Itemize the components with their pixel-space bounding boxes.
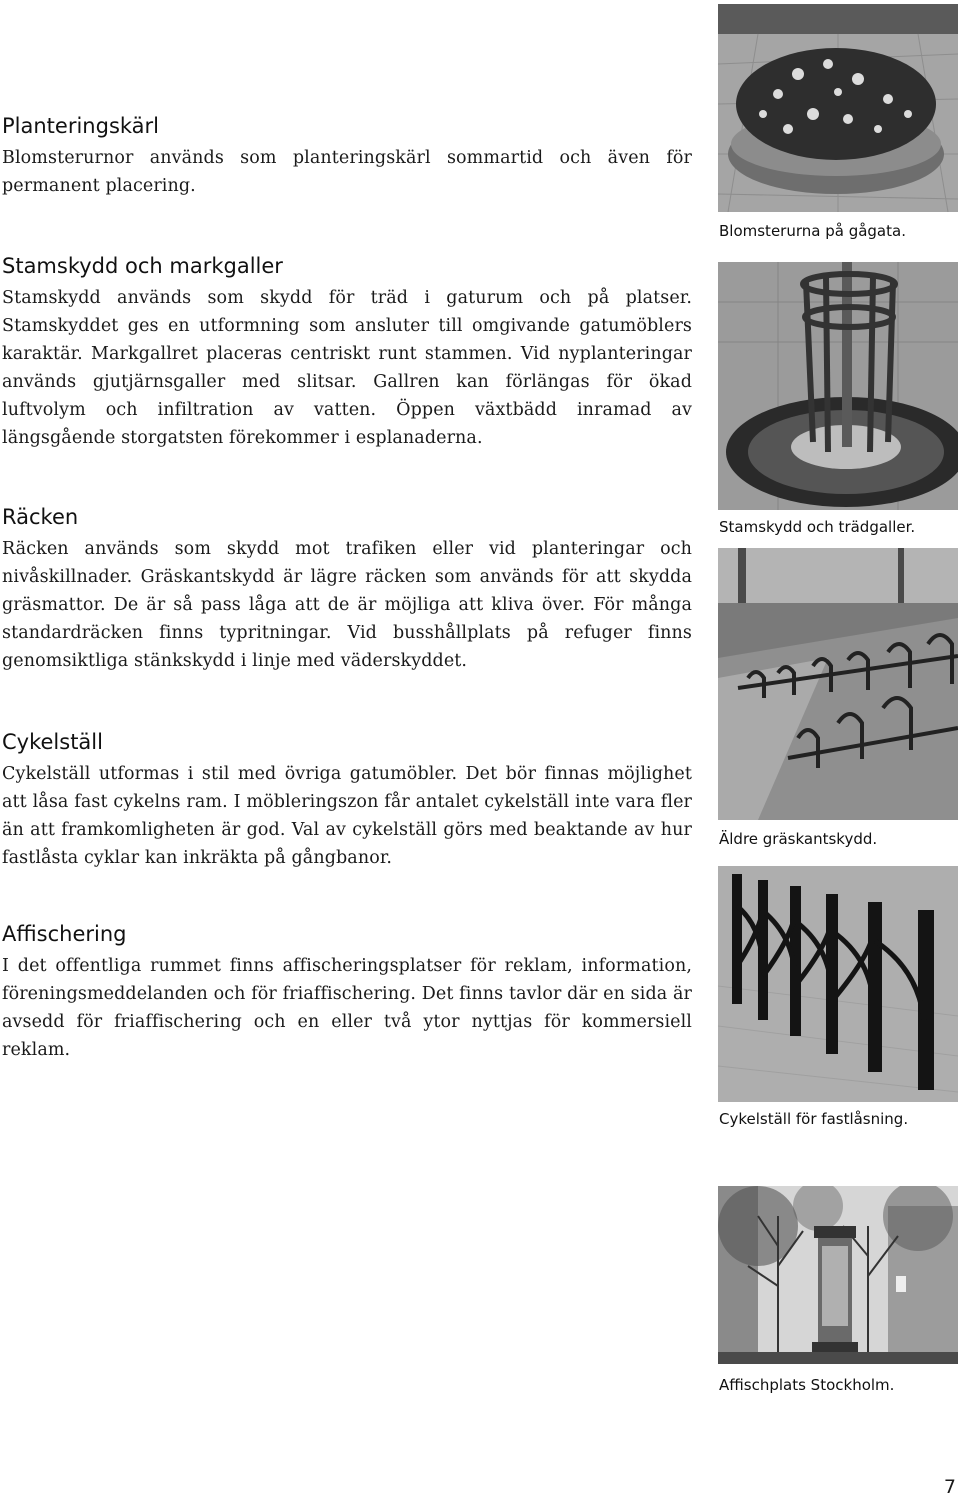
- photo-grass-edge-fence: [718, 548, 958, 820]
- photo-bicycle-stands: [718, 866, 958, 1102]
- photo-caption: Cykelställ för fastlåsning.: [719, 1110, 909, 1128]
- photo-caption: Äldre gräskantskydd.: [719, 830, 878, 848]
- photo-caption: Affischplats Stockholm.: [719, 1376, 895, 1394]
- section-heading: Affischering: [2, 922, 127, 946]
- section-body: Räcken används som skydd mot trafiken eller vid planteringar och nivåskillnader. Gräskantskydd är lägre räcken som används för att skydda gräsmattor. De är så pass låga att de är möjliga att kliva över. För många standardräcken finns typritningar. Vid busshållplats på refuger finns genomsiktliga stänkskydd i linje med väderskyddet.: [2, 539, 692, 671]
- photo-caption: Stamskydd och trädgaller.: [719, 518, 916, 536]
- page-number: 7: [943, 1476, 956, 1498]
- photo-tree-guard: [718, 262, 958, 510]
- section-body: Cykelställ utformas i stil med övriga gatumöbler. Det bör finnas möjlighet att låsa fast cykelns ram. I möbleringszon får antalet cykelställ inte vara fler än att framkomligheten är god. Val av cykelställ görs med beaktande av hur fastlåsta cyklar kan inkräkta på gångbanor.: [2, 764, 692, 868]
- section-body: Blomsterurnor används som planteringskärl sommartid och även för permanent placering.: [2, 148, 692, 196]
- section-heading: Planteringskärl: [2, 114, 160, 138]
- section-body: I det offentliga rummet finns affischeringsplatser för reklam, information, föreningsmeddelanden och för friaffischering. Det finns tavlor där en sida är avsedd för friaffischering och en eller två ytor nyttjas för kommersiell reklam.: [2, 956, 692, 1060]
- section-stamskydd: [2, 252, 692, 452]
- section-heading: Cykelställ: [2, 730, 103, 754]
- photo-caption: Blomsterurna på gågata.: [719, 222, 906, 240]
- section-heading: Stamskydd och markgaller: [2, 254, 283, 278]
- section-affischering: [2, 920, 692, 1064]
- section-planteringskarl: [2, 112, 692, 200]
- section-cykelstall: [2, 728, 692, 872]
- photo-advertising-column: [718, 1186, 958, 1364]
- section-heading: Räcken: [2, 505, 79, 529]
- section-racken: [2, 503, 692, 675]
- photo-flower-urn: [718, 4, 958, 212]
- section-body: Stamskydd används som skydd för träd i gaturum och på platser. Stamskyddet ges en utformning som ansluter till omgivande gatumöblers karaktär. Markgallret placeras centriskt runt stammen. Vid nyplanteringar används gjutjärnsgaller med slitsar. Gallren kan förlängas för ökad luftvolym och infiltration av vatten. Öppen växtbädd inramad av längsgående storgatsten förekommer i esplanaderna.: [2, 288, 692, 448]
